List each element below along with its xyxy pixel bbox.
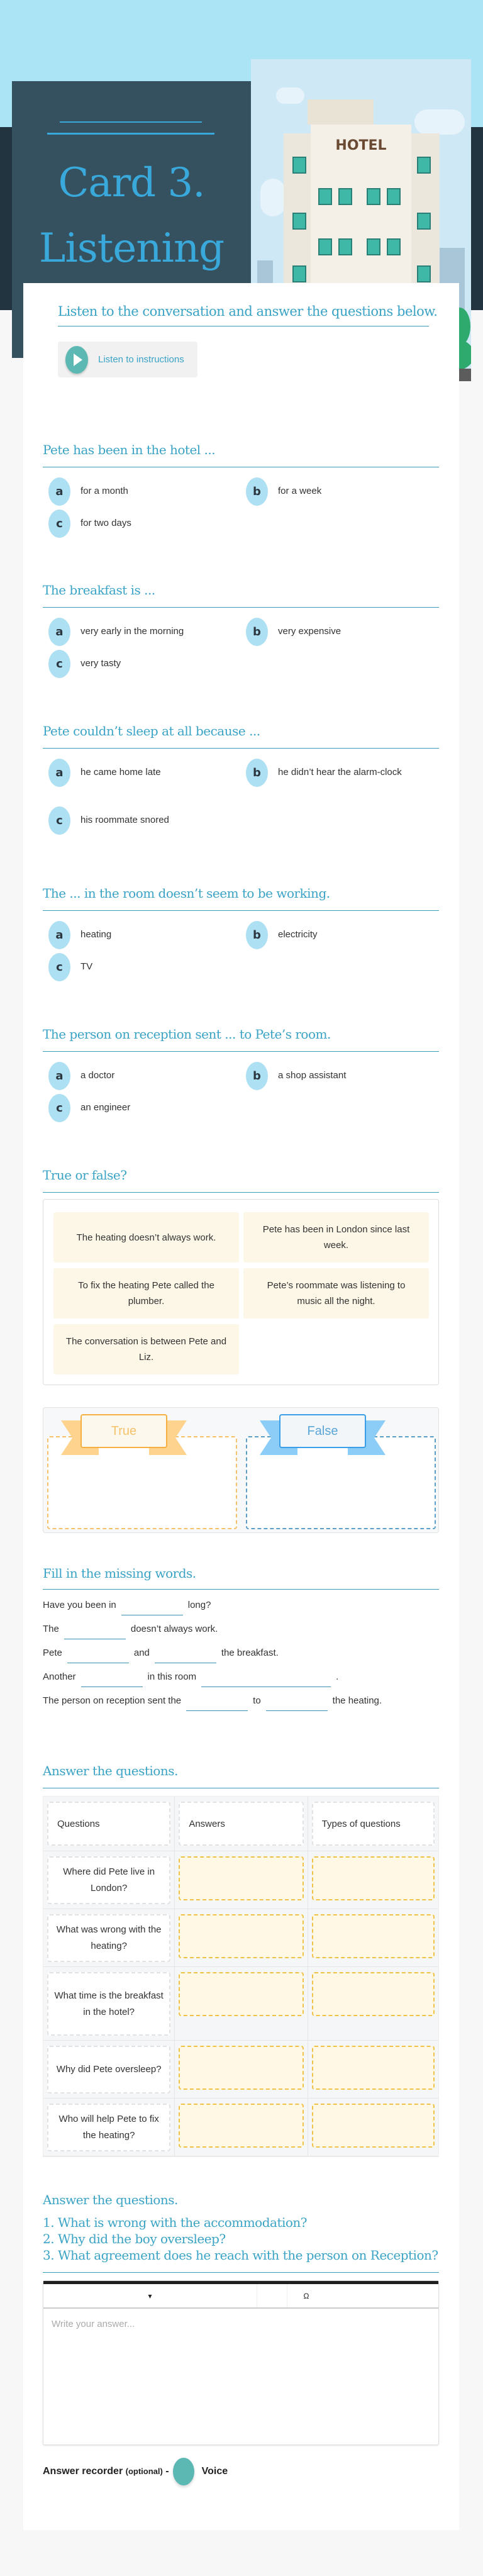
fill-line xyxy=(43,1665,439,1689)
fill-text: The person on reception sent the xyxy=(43,1695,182,1706)
question-5 xyxy=(43,1026,439,1131)
editor-toolbar xyxy=(43,2281,438,2309)
divider xyxy=(43,1589,439,1590)
recorder-optional: (optional) xyxy=(125,2467,163,2476)
answer-dropzone[interactable] xyxy=(179,2046,303,2090)
option-text: he didn’t hear the alarm-clock xyxy=(278,767,402,778)
listen-button-label: Listen to instructions xyxy=(98,354,184,365)
option-letter[interactable]: a xyxy=(48,1062,70,1090)
window-icon xyxy=(292,265,306,282)
question-title: The ... in the room doesn’t seem to be working. xyxy=(43,886,330,901)
blank-input[interactable] xyxy=(266,1698,328,1711)
recorder-dash: - xyxy=(165,2466,169,2477)
answer-table xyxy=(43,1796,439,2157)
answer-dropzone[interactable] xyxy=(179,1914,303,1958)
title-line-1: Card 3. xyxy=(58,160,205,206)
option-a[interactable] xyxy=(48,759,231,787)
question-card[interactable]: Who will help Pete to fix the heating? xyxy=(47,2104,170,2151)
option-c[interactable] xyxy=(48,1094,231,1122)
option-letter[interactable]: c xyxy=(48,510,70,538)
question-title: The person on reception sent ... to Pete’s room. xyxy=(43,1027,331,1042)
blank-input[interactable] xyxy=(186,1698,248,1711)
question-card[interactable]: Why did Pete oversleep? xyxy=(47,2046,170,2094)
page-title xyxy=(12,150,251,281)
cloud-icon xyxy=(414,109,465,135)
fill-line xyxy=(43,1689,439,1713)
fill-text: in this room xyxy=(147,1671,197,1682)
statement-card[interactable]: The heating doesn’t always work. xyxy=(53,1212,239,1263)
hotel-sign: HOTEL xyxy=(335,138,387,153)
option-c[interactable] xyxy=(48,650,231,678)
question-4 xyxy=(43,885,439,990)
option-letter[interactable]: b xyxy=(246,477,268,506)
type-dropzone[interactable] xyxy=(312,2104,435,2148)
false-ribbon xyxy=(260,1414,386,1454)
fill-text: to xyxy=(253,1695,261,1706)
fill-text: Have you been in xyxy=(43,1600,116,1610)
worksheet-card xyxy=(23,283,459,2530)
intro-section xyxy=(58,303,460,377)
question-title: Pete has been in the hotel ... xyxy=(43,442,216,457)
option-c[interactable] xyxy=(48,806,231,835)
option-letter[interactable]: a xyxy=(48,618,70,646)
fill-text: and xyxy=(133,1648,150,1658)
statement-card[interactable]: To fix the heating Pete called the plumber. xyxy=(53,1268,239,1319)
option-text: very tasty xyxy=(80,658,121,669)
option-text: an engineer xyxy=(80,1102,131,1113)
fill-line xyxy=(43,1641,439,1665)
option-letter[interactable]: a xyxy=(48,477,70,506)
divider xyxy=(60,121,202,123)
title-line-2: Listening xyxy=(38,225,225,272)
fill-line xyxy=(43,1593,439,1617)
option-text: heating xyxy=(80,929,112,940)
divider xyxy=(43,910,439,911)
window-icon xyxy=(292,157,306,174)
question-title: The breakfast is ... xyxy=(43,583,155,598)
window-icon xyxy=(367,238,380,255)
true-ribbon xyxy=(61,1414,187,1454)
statement-pool xyxy=(43,1199,439,1385)
window-icon xyxy=(292,213,306,230)
option-letter[interactable]: a xyxy=(48,759,70,787)
window-icon xyxy=(387,188,401,205)
option-text: for a week xyxy=(278,486,322,496)
fill-text: The xyxy=(43,1624,59,1634)
fill-text: the breakfast. xyxy=(221,1648,279,1658)
option-text: very early in the morning xyxy=(80,626,184,637)
divider xyxy=(43,2272,439,2273)
fill-text: Pete xyxy=(43,1648,62,1658)
option-text: he came home late xyxy=(80,767,161,778)
true-label: True xyxy=(80,1414,167,1448)
blank-input[interactable] xyxy=(201,1675,331,1687)
fill-text: Another xyxy=(43,1671,76,1682)
true-false-section xyxy=(43,1167,439,1385)
table-row xyxy=(43,2099,438,2156)
option-letter[interactable]: c xyxy=(48,806,70,835)
answer-dropzone[interactable] xyxy=(179,1972,303,2016)
column-header: Types of questions xyxy=(312,1802,435,1846)
window-icon xyxy=(338,188,352,205)
blank-input[interactable] xyxy=(155,1651,216,1663)
true-false-dropzones xyxy=(43,1407,439,1533)
question-2 xyxy=(43,582,439,687)
option-letter[interactable]: b xyxy=(246,1062,268,1090)
question-card[interactable]: Where did Pete live in London? xyxy=(47,1856,170,1904)
fill-text: the heating. xyxy=(332,1695,382,1706)
option-b[interactable] xyxy=(246,1062,428,1090)
toolbar-spacer xyxy=(257,2284,287,2307)
option-text: a shop assistant xyxy=(278,1070,347,1081)
listen-instructions-button[interactable] xyxy=(58,342,197,377)
window-icon xyxy=(417,213,431,230)
option-letter[interactable]: a xyxy=(48,921,70,949)
omega-icon: Ω xyxy=(303,2291,309,2300)
option-a[interactable] xyxy=(48,477,231,506)
special-char-button[interactable] xyxy=(287,2284,325,2307)
statement-card[interactable]: Pete has been in London since last week. xyxy=(243,1212,429,1263)
cloud-icon xyxy=(260,179,286,216)
column-header: Answers xyxy=(179,1802,303,1846)
table-header-row xyxy=(43,1797,438,1851)
answer-recorder xyxy=(43,2458,439,2485)
option-text: a doctor xyxy=(80,1070,115,1081)
window-icon xyxy=(318,238,332,255)
question-title: Pete couldn’t sleep at all because ... xyxy=(43,723,260,739)
fill-text: doesn’t always work. xyxy=(130,1624,218,1634)
option-text: electricity xyxy=(278,929,318,940)
statement-card[interactable]: Pete’s roommate was listening to music all the night. xyxy=(243,1268,429,1319)
option-a[interactable] xyxy=(48,1062,231,1090)
option-letter[interactable]: b xyxy=(246,618,268,646)
format-dropdown[interactable] xyxy=(43,2284,257,2307)
option-text: for a month xyxy=(80,486,128,496)
option-text: his roommate snored xyxy=(80,815,169,825)
blank-input[interactable] xyxy=(67,1651,129,1663)
recorder-label xyxy=(43,2466,169,2477)
divider xyxy=(47,133,214,135)
answer-textarea[interactable]: Write your answer... xyxy=(52,2319,135,2329)
divider xyxy=(43,1051,439,1052)
false-label: False xyxy=(279,1414,366,1448)
section-title: Answer the questions. xyxy=(43,2192,178,2207)
option-text: very expensive xyxy=(278,626,341,637)
statement-card[interactable]: The conversation is between Pete and Liz. xyxy=(53,1324,239,1374)
option-letter[interactable]: c xyxy=(48,953,70,981)
option-b[interactable] xyxy=(246,477,428,506)
section-title: True or false? xyxy=(43,1168,127,1183)
table-row xyxy=(43,1967,438,2041)
open-answer-section xyxy=(43,2192,439,2485)
blank-input[interactable] xyxy=(121,1603,183,1615)
window-icon xyxy=(417,265,431,282)
type-dropzone[interactable] xyxy=(312,1856,435,1900)
fill-text: . xyxy=(336,1671,339,1682)
answer-editor xyxy=(43,2280,439,2445)
option-c[interactable] xyxy=(48,953,231,981)
option-b[interactable] xyxy=(246,759,428,787)
divider xyxy=(43,607,439,608)
window-icon xyxy=(318,188,332,205)
cloud-icon xyxy=(276,87,304,104)
option-letter[interactable]: c xyxy=(48,650,70,678)
window-icon xyxy=(367,188,380,205)
option-letter[interactable]: b xyxy=(246,759,268,787)
question-item: 2. Why did the boy oversleep? xyxy=(43,2231,226,2246)
hotel-roof xyxy=(308,99,374,125)
question-1 xyxy=(43,442,439,547)
voice-label: Voice xyxy=(201,2466,228,2477)
option-text: TV xyxy=(80,961,93,972)
table-row xyxy=(43,1851,438,1909)
blank-input[interactable] xyxy=(64,1627,126,1639)
option-letter[interactable]: b xyxy=(246,921,268,949)
question-item: 3. What agreement does he reach with the person on Reception? xyxy=(43,2248,438,2263)
record-voice-button[interactable] xyxy=(173,2458,194,2485)
type-dropzone[interactable] xyxy=(312,2046,435,2090)
answer-dropzone[interactable] xyxy=(179,2104,303,2148)
option-c[interactable] xyxy=(48,510,231,538)
option-b[interactable] xyxy=(246,921,428,949)
fill-text: long? xyxy=(187,1600,211,1610)
question-card[interactable]: What was wrong with the heating? xyxy=(47,1914,170,1962)
section-title: Answer the questions. xyxy=(43,1763,178,1778)
question-item: 1. What is wrong with the accommodation? xyxy=(43,2215,308,2230)
answer-dropzone[interactable] xyxy=(179,1856,303,1900)
blank-input[interactable] xyxy=(81,1675,143,1687)
divider xyxy=(43,748,439,749)
table-row xyxy=(43,1909,438,1967)
divider xyxy=(43,1192,439,1193)
option-a[interactable] xyxy=(48,618,231,646)
option-letter[interactable]: c xyxy=(48,1094,70,1122)
question-list xyxy=(43,2214,439,2263)
option-text: for two days xyxy=(80,518,131,528)
window-icon xyxy=(338,238,352,255)
header-banner xyxy=(0,0,483,298)
type-dropzone[interactable] xyxy=(312,1972,435,2016)
caret-down-icon: ▾ xyxy=(148,2291,152,2300)
play-icon[interactable] xyxy=(65,346,88,374)
type-dropzone[interactable] xyxy=(312,1914,435,1958)
question-3 xyxy=(43,723,439,847)
window-icon xyxy=(387,238,401,255)
table-row xyxy=(43,2041,438,2099)
recorder-label-text: Answer recorder xyxy=(43,2466,123,2477)
option-b[interactable] xyxy=(246,618,428,646)
section-title: Fill in the missing words. xyxy=(43,1566,196,1581)
fill-line xyxy=(43,1617,439,1641)
column-header: Questions xyxy=(47,1802,170,1846)
answer-table-section xyxy=(43,1763,439,2157)
question-card[interactable]: What time is the breakfast in the hotel? xyxy=(47,1972,170,2036)
fill-section xyxy=(43,1565,439,1713)
option-a[interactable] xyxy=(48,921,231,949)
window-icon xyxy=(417,157,431,174)
intro-title: Listen to the conversation and answer the questions below. xyxy=(58,304,438,319)
